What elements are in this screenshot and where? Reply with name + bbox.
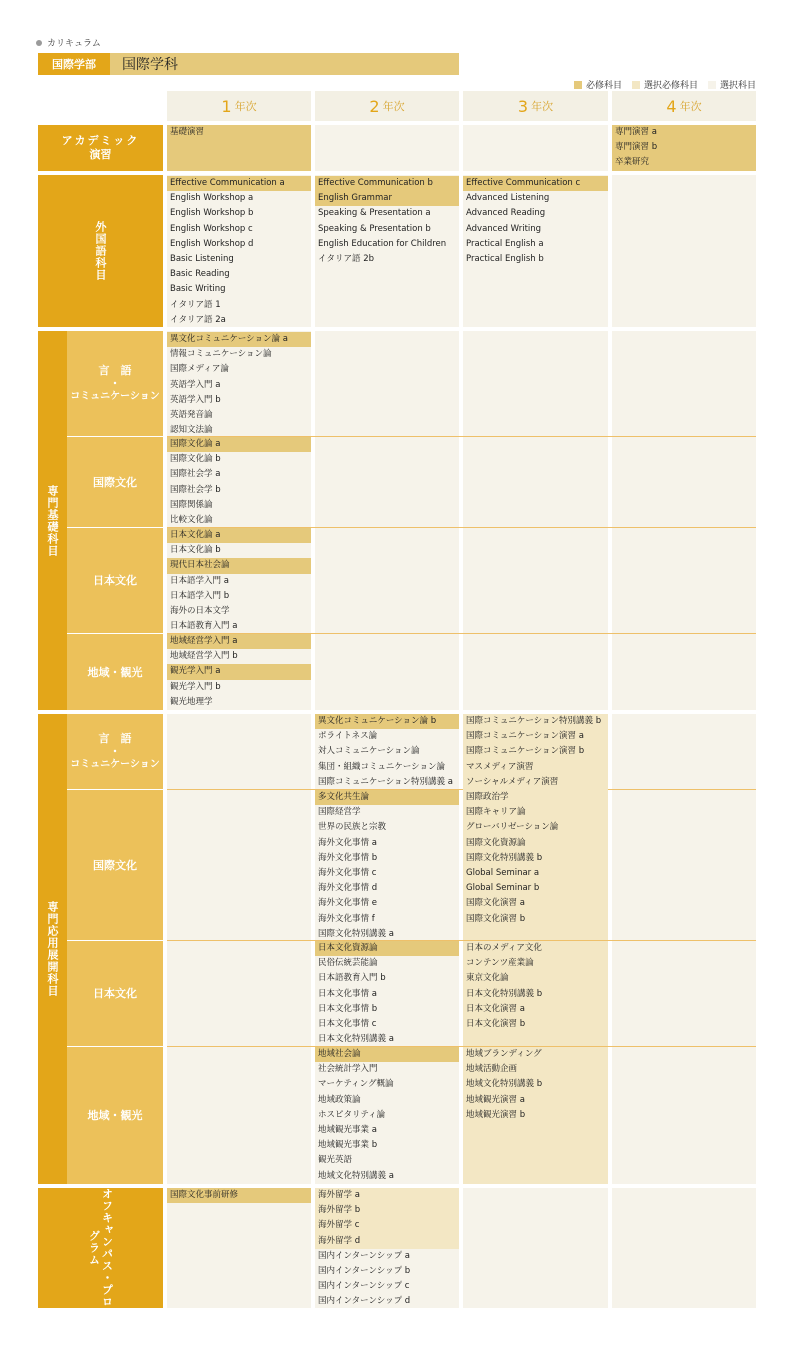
- breadcrumb: [36, 36, 101, 49]
- course-item: 国際文化演習 a: [463, 896, 608, 911]
- course-item: マーケティング概論: [318, 1079, 394, 1090]
- year-number: 2: [369, 96, 380, 116]
- course-item: 海外留学 b: [315, 1203, 459, 1218]
- cell-advanced-y4: [612, 714, 756, 1184]
- category-academic-label: [62, 134, 140, 162]
- subcategory-adv-intl: [67, 790, 163, 940]
- course-list-adv-jp-y2: [315, 941, 459, 1047]
- course-item: 観光地理学: [170, 696, 213, 707]
- course-item: 日本語教育入門 a: [170, 621, 238, 632]
- course-item: English Workshop d: [170, 238, 254, 249]
- subcategory-basic-region: [67, 634, 163, 710]
- course-item: 異文化コミュニケーション論 b: [315, 714, 459, 729]
- course-item: 海外の日本文学: [170, 605, 230, 616]
- course-item: 観光英語: [318, 1155, 353, 1166]
- course-item: Advanced Reading: [466, 208, 546, 219]
- course-list-basic-intl-y1: [167, 437, 311, 528]
- course-item: 英語学入門 b: [170, 394, 221, 405]
- subcategory-label: [70, 732, 159, 771]
- row-divider: [167, 789, 756, 790]
- course-item: English Workshop a: [170, 193, 254, 204]
- subcategory-line: ・: [109, 377, 121, 390]
- course-item: 専門演習 b: [612, 140, 756, 155]
- category-offcampus: [38, 1188, 163, 1308]
- cell-basic-y4: [612, 331, 756, 710]
- subcategory-label: [70, 364, 159, 403]
- bullet-icon: [36, 40, 42, 46]
- row-divider: [167, 940, 756, 941]
- row-divider: [167, 1046, 756, 1047]
- course-item: 海外文化事情 a: [318, 837, 377, 848]
- course-item: イタリア語 1: [170, 299, 221, 310]
- course-item: 海外文化事情 c: [318, 867, 377, 878]
- course-item: 東京文化論: [463, 971, 608, 986]
- course-item: 対人コミュニケーション論: [318, 746, 420, 757]
- course-item: Global Seminar b: [463, 881, 608, 896]
- course-item: 国際文化論 a: [167, 437, 311, 452]
- cell-advanced-y1: [167, 714, 311, 1184]
- course-item: 認知文法論: [170, 425, 213, 436]
- course-item: 日本語学入門 a: [170, 575, 229, 586]
- legend-elective: [708, 78, 756, 91]
- course-item: 海外留学 a: [315, 1188, 459, 1203]
- course-item: 地域観光事業 b: [318, 1140, 378, 1151]
- faculty-label: 国際学部: [38, 53, 110, 75]
- category-academic-line1: アカデミック: [61, 134, 140, 147]
- course-item: 海外文化事情 b: [318, 852, 378, 863]
- course-item: 日本のメディア文化: [463, 941, 608, 956]
- course-item: Speaking & Presentation b: [318, 223, 431, 234]
- subcategory-basic-intl: [67, 437, 163, 527]
- breadcrumb-label: カリキュラム: [47, 39, 101, 49]
- course-item: 国際文化演習 b: [463, 912, 608, 927]
- course-item: 国際社会学 b: [170, 484, 221, 495]
- course-item: Basic Listening: [170, 253, 234, 264]
- course-item: 専門演習 a: [612, 125, 756, 140]
- legend-selective-required-label: 選択必修科目: [643, 81, 698, 91]
- course-item: 国際文化特別講義 b: [463, 851, 608, 866]
- course-item: 地域社会論: [315, 1047, 459, 1062]
- page-title: 国際学科: [122, 57, 178, 73]
- subcategory-adv-lang: [67, 714, 163, 789]
- course-item: 国内インターンシップ c: [318, 1281, 410, 1292]
- year-suffix: 年次: [234, 100, 257, 113]
- subcategory-label: 日本文化: [93, 987, 137, 1000]
- course-item: 基礎演習: [167, 125, 311, 140]
- subcategory-line: 言 語: [98, 732, 132, 745]
- course-item: 国際政治学: [463, 790, 608, 805]
- course-item: 集団・組織コミュニケーション論: [318, 761, 445, 772]
- course-item: 日本文化論 b: [170, 545, 221, 556]
- course-list-academic-y1: [167, 125, 311, 140]
- course-list-adv-region-y2: [315, 1047, 459, 1184]
- course-item: ポライトネス論: [318, 731, 378, 742]
- course-item: English Workshop b: [170, 208, 254, 219]
- course-item: 海外留学 d: [315, 1234, 459, 1249]
- subcategory-line: 言 語: [98, 364, 132, 377]
- category-offcampus-label: オフキャンパス・プログラム: [87, 1188, 114, 1308]
- course-list-basic-jp-y1: [167, 528, 311, 634]
- year-header-1: [167, 91, 311, 121]
- year-suffix: 年次: [531, 100, 554, 113]
- year-number: 3: [517, 96, 529, 116]
- cell-offcampus-y4: [612, 1188, 756, 1308]
- subcategory-label: 国際文化: [93, 475, 137, 489]
- cell-foreign-y4: [612, 175, 756, 327]
- course-list-basic-lang-y1: [167, 332, 311, 438]
- course-item: 日本文化論 a: [167, 528, 311, 543]
- course-item: Global Seminar a: [463, 866, 608, 881]
- course-list-academic-y4: [612, 125, 756, 171]
- course-item: Basic Writing: [170, 284, 226, 295]
- category-advanced: [38, 714, 67, 1184]
- course-item: English Education for Children: [318, 238, 447, 249]
- course-list-foreign-y2: [315, 176, 459, 267]
- course-item: 国内インターンシップ a: [318, 1250, 411, 1261]
- course-list-basic-region-y1: [167, 634, 311, 710]
- course-item: 日本語教育入門 b: [318, 973, 386, 984]
- course-item: 日本文化特別講義 b: [463, 987, 608, 1002]
- course-item: Effective Communication c: [463, 176, 608, 191]
- course-item: 国際メディア論: [170, 364, 229, 375]
- subcategory-line: コミュニケーション: [70, 759, 160, 770]
- course-item: 日本文化事情 a: [318, 988, 377, 999]
- course-item: 国内インターンシップ b: [318, 1265, 411, 1276]
- course-item: 卒業研究: [612, 155, 756, 170]
- category-advanced-label: 専門応用展開科目: [46, 901, 59, 997]
- course-list-offcampus-y2: [315, 1188, 459, 1310]
- category-basic-label: 専門基礎科目: [46, 484, 59, 557]
- course-item: English Grammar: [315, 191, 459, 206]
- course-item: 日本文化演習 b: [463, 1017, 608, 1032]
- subcategory-line: コミュニケーション: [70, 391, 160, 402]
- course-item: 日本文化事情 c: [318, 1018, 377, 1029]
- subcategory-basic-jp: [67, 528, 163, 633]
- course-item: 地域政策論: [318, 1094, 361, 1105]
- year-number: 1: [221, 96, 232, 116]
- course-item: 国際文化論 b: [170, 454, 221, 465]
- course-list-foreign-y1: [167, 176, 311, 328]
- cell-academic-y3: [463, 125, 608, 171]
- year-number: 4: [666, 96, 677, 116]
- course-item: 比較文化論: [170, 514, 213, 525]
- cell-basic-y3: [463, 331, 608, 710]
- course-list-adv-intl-y2: [315, 790, 459, 942]
- course-list-adv-intl-y3: [463, 790, 608, 927]
- elective-swatch: [708, 81, 716, 89]
- course-item: 海外文化事情 e: [318, 898, 377, 909]
- course-item: 国際コミュニケーション特別講義 a: [318, 776, 453, 787]
- course-item: 民俗伝統芸能論: [318, 958, 378, 969]
- legend-elective-label: 選択科目: [719, 81, 756, 91]
- course-item: 日本文化演習 a: [463, 1002, 608, 1017]
- course-item: 情報コミュニケーション論: [170, 349, 272, 360]
- year-suffix: 年次: [382, 100, 405, 113]
- course-item: 異文化コミュニケーション論 a: [167, 332, 311, 347]
- category-academic-line2: 演習: [89, 148, 112, 161]
- course-item: 地域活動企画: [463, 1062, 608, 1077]
- course-item: 英語学入門 a: [170, 379, 221, 390]
- course-item: 現代日本社会論: [167, 558, 311, 573]
- course-item: 国際経営学: [318, 807, 361, 818]
- course-item: 日本語学入門 b: [170, 590, 230, 601]
- course-item: コンテンツ産業論: [463, 956, 608, 971]
- year-header-3: [463, 91, 608, 121]
- course-item: 多文化共生論: [315, 790, 459, 805]
- course-item: マスメディア演習: [463, 760, 608, 775]
- subcategory-label: 地域・観光: [87, 665, 143, 679]
- subcategory-adv-region: [67, 1047, 163, 1184]
- course-item: 地域観光演習 a: [463, 1093, 608, 1108]
- legend-required: [574, 78, 622, 91]
- course-item: イタリア語 2b: [318, 253, 375, 264]
- course-item: 国際文化特別講義 a: [318, 928, 394, 939]
- course-item: 国際コミュニケーション演習 b: [463, 744, 608, 759]
- course-item: 日本文化事情 b: [318, 1003, 378, 1014]
- course-item: 地域観光事業 a: [318, 1124, 377, 1135]
- subcategory-adv-jp: [67, 941, 163, 1046]
- category-foreign-label: 外国語科目: [94, 221, 107, 281]
- course-item: 海外文化事情 d: [318, 883, 378, 894]
- category-academic: [38, 125, 163, 171]
- cell-academic-y2: [315, 125, 459, 171]
- subcategory-label: 地域・観光: [87, 1109, 143, 1122]
- course-item: 地域経営学入門 a: [167, 634, 311, 649]
- year-header-4: [612, 91, 756, 121]
- course-item: 日本文化特別講義 a: [318, 1034, 394, 1045]
- page-title-bar: [38, 53, 459, 75]
- course-item: イタリア語 2a: [170, 314, 226, 325]
- course-item: Practical English a: [466, 238, 544, 249]
- course-item: 国際関係論: [170, 499, 213, 510]
- course-item: English Workshop c: [170, 223, 253, 234]
- year-header-2: [315, 91, 459, 121]
- course-item: 海外文化事情 f: [318, 913, 375, 924]
- course-item: 国際文化事前研修: [167, 1188, 311, 1203]
- course-item: 国際文化資源論: [463, 836, 608, 851]
- category-basic: [38, 331, 67, 710]
- course-item: 海外留学 c: [315, 1218, 459, 1233]
- course-item: 国内インターンシップ d: [318, 1296, 411, 1307]
- year-suffix: 年次: [679, 100, 702, 113]
- course-item: ソーシャルメディア演習: [463, 775, 608, 790]
- selective-required-swatch: [632, 81, 640, 89]
- course-item: グローバリゼーション論: [463, 820, 608, 835]
- subcategory-basic-lang: [67, 331, 163, 436]
- course-item: 国際コミュニケーション演習 a: [463, 729, 608, 744]
- course-item: 地域経営学入門 b: [170, 651, 238, 662]
- subcategory-line: ・: [109, 745, 121, 758]
- course-item: 地域文化特別講義 b: [463, 1077, 608, 1092]
- course-list-adv-lang-y3: [463, 714, 608, 790]
- course-item: Advanced Listening: [466, 193, 550, 204]
- legend: [574, 78, 756, 91]
- legend-required-label: 必修科目: [585, 81, 622, 91]
- course-list-adv-region-y3: [463, 1047, 608, 1123]
- category-foreign: [38, 175, 163, 327]
- course-item: 国際社会学 a: [170, 469, 221, 480]
- course-item: 世界の民族と宗教: [318, 822, 387, 833]
- course-item: ホスピタリティ論: [318, 1109, 386, 1120]
- course-item: 国際キャリア論: [463, 805, 608, 820]
- course-item: 観光学入門 b: [170, 681, 221, 692]
- cell-basic-y2: [315, 331, 459, 710]
- subcategory-label: 国際文化: [93, 858, 137, 872]
- course-item: Basic Reading: [170, 269, 230, 280]
- course-list-adv-jp-y3: [463, 941, 608, 1032]
- course-item: 社会統計学入門: [318, 1064, 378, 1075]
- course-item: 地域文化特別講義 a: [318, 1170, 394, 1181]
- course-item: Practical English b: [466, 253, 544, 264]
- course-item: 英語発音論: [170, 409, 213, 420]
- course-item: Effective Communication b: [315, 176, 459, 191]
- cell-offcampus-y3: [463, 1188, 608, 1308]
- course-item: Advanced Writing: [466, 223, 542, 234]
- course-item: 地域観光演習 b: [463, 1108, 608, 1123]
- required-swatch: [574, 81, 582, 89]
- course-item: 国際コミュニケーション特別講義 b: [463, 714, 608, 729]
- course-list-adv-lang-y2: [315, 714, 459, 790]
- course-item: 日本文化資源論: [315, 941, 459, 956]
- subcategory-label: 日本文化: [93, 574, 137, 587]
- course-item: Effective Communication a: [167, 176, 311, 191]
- course-list-foreign-y3: [463, 176, 608, 267]
- course-item: 観光学入門 a: [167, 664, 311, 679]
- legend-selective-required: [632, 78, 698, 91]
- course-item: Speaking & Presentation a: [318, 208, 431, 219]
- cell-offcampus-y1: [167, 1188, 311, 1308]
- course-item: 地域ブランディング: [463, 1047, 608, 1062]
- course-list-offcampus-y1: [167, 1188, 311, 1203]
